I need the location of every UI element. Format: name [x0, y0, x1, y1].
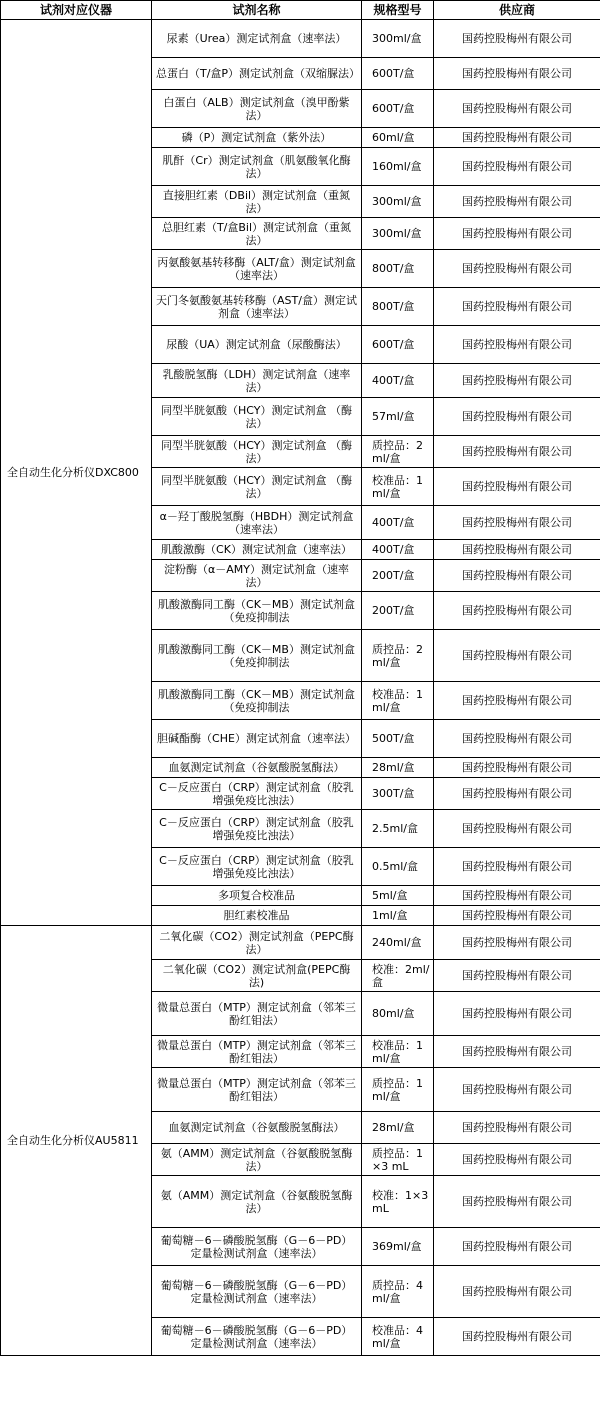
name-cell: 白蛋白（ALB）测定试剂盒（溴甲酚紫法）: [152, 90, 362, 128]
supplier-cell: 国药控股梅州有限公司: [434, 560, 600, 592]
supplier-cell: 国药控股梅州有限公司: [434, 398, 600, 436]
supplier-cell: 国药控股梅州有限公司: [434, 288, 600, 326]
name-cell: 肌酐（Cr）测定试剂盒（肌氨酸氧化酶法）: [152, 148, 362, 186]
supplier-cell: 国药控股梅州有限公司: [434, 992, 600, 1036]
spec-cell: 600T/盒: [362, 326, 434, 364]
spec-cell: 80ml/盒: [362, 992, 434, 1036]
name-cell: 氨（AMM）测定试剂盒（谷氨酸脱氢酶法）: [152, 1176, 362, 1228]
name-cell: 血氨测定试剂盒（谷氨酸脱氢酶法）: [152, 758, 362, 778]
supplier-cell: 国药控股梅州有限公司: [434, 506, 600, 540]
supplier-cell: 国药控股梅州有限公司: [434, 758, 600, 778]
name-cell: 血氨测定试剂盒（谷氨酸脱氢酶法）: [152, 1112, 362, 1144]
spec-cell: 200T/盒: [362, 592, 434, 630]
table-body: [1, 20, 600, 1356]
supplier-cell: 国药控股梅州有限公司: [434, 906, 600, 926]
name-cell: 肌酸激酶（CK）测定试剂盒（速率法）: [152, 540, 362, 560]
name-cell: 淀粉酶（α－AMY）测定试剂盒（速率法）: [152, 560, 362, 592]
name-cell: 葡萄糖－6－磷酸脱氢酶（G－6－PD）定量检测试剂盒（速率法）: [152, 1266, 362, 1318]
supplier-cell: 国药控股梅州有限公司: [434, 250, 600, 288]
header-name: 试剂名称: [152, 1, 362, 20]
name-cell: 总胆红素（T/盒Bil）测定试剂盒（重氮法）: [152, 218, 362, 250]
spec-cell: 57ml/盒: [362, 398, 434, 436]
supplier-cell: 国药控股梅州有限公司: [434, 810, 600, 848]
name-cell: 二氧化碳（CO2）测定试剂盒（PEPC酶法）: [152, 926, 362, 960]
spec-cell: 160ml/盒: [362, 148, 434, 186]
supplier-cell: 国药控股梅州有限公司: [434, 218, 600, 250]
name-cell: 胆碱酯酶（CHE）测定试剂盒（速率法）: [152, 720, 362, 758]
name-cell: 乳酸脱氢酶（LDH）测定试剂盒（速率法）: [152, 364, 362, 398]
supplier-cell: 国药控股梅州有限公司: [434, 682, 600, 720]
header-spec: 规格型号: [362, 1, 434, 20]
name-cell: 氨（AMM）测定试剂盒（谷氨酸脱氢酶法）: [152, 1144, 362, 1176]
name-cell: 尿素（Urea）测定试剂盒（速率法）: [152, 20, 362, 58]
spec-cell: 200T/盒: [362, 560, 434, 592]
supplier-cell: 国药控股梅州有限公司: [434, 630, 600, 682]
supplier-cell: 国药控股梅州有限公司: [434, 720, 600, 758]
spec-cell: 400T/盒: [362, 506, 434, 540]
name-cell: 肌酸激酶同工酶（CK－MB）测定试剂盒（免疫抑制法: [152, 682, 362, 720]
spec-cell: 质控品：2ml/盒: [362, 436, 434, 468]
supplier-cell: 国药控股梅州有限公司: [434, 1112, 600, 1144]
spec-cell: 校准品：1ml/盒: [362, 468, 434, 506]
name-cell: 葡萄糖－6－磷酸脱氢酶（G－6－PD）定量检测试剂盒（速率法）: [152, 1318, 362, 1356]
supplier-cell: 国药控股梅州有限公司: [434, 148, 600, 186]
supplier-cell: 国药控股梅州有限公司: [434, 886, 600, 906]
spec-cell: 60ml/盒: [362, 128, 434, 148]
spec-cell: 500T/盒: [362, 720, 434, 758]
name-cell: 总蛋白（T/盒P）测定试剂盒（双缩脲法）: [152, 58, 362, 90]
spec-cell: 校准品：4ml/盒: [362, 1318, 434, 1356]
name-cell: 直接胆红素（DBil）测定试剂盒（重氮法）: [152, 186, 362, 218]
header-instrument: 试剂对应仪器: [1, 1, 152, 20]
supplier-cell: 国药控股梅州有限公司: [434, 58, 600, 90]
table-row: [1, 926, 600, 960]
supplier-cell: 国药控股梅州有限公司: [434, 1266, 600, 1318]
spec-cell: 400T/盒: [362, 364, 434, 398]
instrument-cell: 全自动生化分析仪AU5811: [1, 926, 152, 1356]
name-cell: 同型半胱氨酸（HCY）测定试剂盒 （酶法）: [152, 398, 362, 436]
name-cell: α－羟丁酸脱氢酶（HBDH）测定试剂盒（速率法）: [152, 506, 362, 540]
name-cell: 磷（P）测定试剂盒（紫外法）: [152, 128, 362, 148]
spec-cell: 质控品：2ml/盒: [362, 630, 434, 682]
name-cell: 胆红素校准品: [152, 906, 362, 926]
supplier-cell: 国药控股梅州有限公司: [434, 326, 600, 364]
supplier-cell: 国药控股梅州有限公司: [434, 128, 600, 148]
spec-cell: 校准：1×3 mL: [362, 1176, 434, 1228]
supplier-cell: 国药控股梅州有限公司: [434, 1036, 600, 1068]
name-cell: 同型半胱氨酸（HCY）测定试剂盒 （酶法）: [152, 468, 362, 506]
spec-cell: 300ml/盒: [362, 186, 434, 218]
name-cell: 肌酸激酶同工酶（CK－MB）测定试剂盒（免疫抑制法: [152, 630, 362, 682]
spec-cell: 600T/盒: [362, 90, 434, 128]
spec-cell: 2.5ml/盒: [362, 810, 434, 848]
supplier-cell: 国药控股梅州有限公司: [434, 960, 600, 992]
supplier-cell: 国药控股梅州有限公司: [434, 436, 600, 468]
supplier-cell: 国药控股梅州有限公司: [434, 778, 600, 810]
spec-cell: 质控品：1×3 mL: [362, 1144, 434, 1176]
supplier-cell: 国药控股梅州有限公司: [434, 186, 600, 218]
spec-cell: 300ml/盒: [362, 218, 434, 250]
supplier-cell: 国药控股梅州有限公司: [434, 90, 600, 128]
name-cell: 二氧化碳（CO2）测定试剂盒(PEPC酶法): [152, 960, 362, 992]
name-cell: 微量总蛋白（MTP）测定试剂盒（邻苯三酚红钼法）: [152, 1036, 362, 1068]
spec-cell: 800T/盒: [362, 250, 434, 288]
supplier-cell: 国药控股梅州有限公司: [434, 20, 600, 58]
name-cell: 天门冬氨酸氨基转移酶（AST/盒）测定试剂盒（速率法）: [152, 288, 362, 326]
supplier-cell: 国药控股梅州有限公司: [434, 1228, 600, 1266]
name-cell: 同型半胱氨酸（HCY）测定试剂盒 （酶法）: [152, 436, 362, 468]
spec-cell: 校准品：1ml/盒: [362, 1036, 434, 1068]
spec-cell: 质控品：4ml/盒: [362, 1266, 434, 1318]
name-cell: 丙氨酸氨基转移酶（ALT/盒）测定试剂盒（速率法）: [152, 250, 362, 288]
supplier-cell: 国药控股梅州有限公司: [434, 540, 600, 560]
name-cell: 尿酸（UA）测定试剂盒（尿酸酶法）: [152, 326, 362, 364]
spec-cell: 28ml/盒: [362, 758, 434, 778]
spec-cell: 400T/盒: [362, 540, 434, 560]
supplier-cell: 国药控股梅州有限公司: [434, 1144, 600, 1176]
spec-cell: 0.5ml/盒: [362, 848, 434, 886]
name-cell: 微量总蛋白（MTP）测定试剂盒（邻苯三酚红钼法）: [152, 1068, 362, 1112]
spec-cell: 28ml/盒: [362, 1112, 434, 1144]
spec-cell: 240ml/盒: [362, 926, 434, 960]
spec-cell: 校准：2ml/盒: [362, 960, 434, 992]
spec-cell: 质控品：1ml/盒: [362, 1068, 434, 1112]
instrument-cell: 全自动生化分析仪DXC800: [1, 20, 152, 926]
name-cell: 肌酸激酶同工酶（CK－MB）测定试剂盒（免疫抑制法: [152, 592, 362, 630]
name-cell: 微量总蛋白（MTP）测定试剂盒（邻苯三酚红钼法）: [152, 992, 362, 1036]
name-cell: C－反应蛋白（CRP）测定试剂盒（胶乳增强免疫比浊法）: [152, 778, 362, 810]
supplier-cell: 国药控股梅州有限公司: [434, 1068, 600, 1112]
header-supplier: 供应商: [434, 1, 600, 20]
supplier-cell: 国药控股梅州有限公司: [434, 1176, 600, 1228]
spec-cell: 5ml/盒: [362, 886, 434, 906]
name-cell: 葡萄糖－6－磷酸脱氢酶（G－6－PD）定量检测试剂盒（速率法）: [152, 1228, 362, 1266]
spec-cell: 300ml/盒: [362, 20, 434, 58]
supplier-cell: 国药控股梅州有限公司: [434, 926, 600, 960]
table-row: [1, 20, 600, 58]
supplier-cell: 国药控股梅州有限公司: [434, 1318, 600, 1356]
supplier-cell: 国药控股梅州有限公司: [434, 468, 600, 506]
spec-cell: 800T/盒: [362, 288, 434, 326]
header-row: [1, 1, 600, 20]
spec-cell: 校准品：1ml/盒: [362, 682, 434, 720]
supplier-cell: 国药控股梅州有限公司: [434, 592, 600, 630]
name-cell: C－反应蛋白（CRP）测定试剂盒（胶乳增强免疫比浊法）: [152, 810, 362, 848]
spec-cell: 369ml/盒: [362, 1228, 434, 1266]
spec-cell: 600T/盒: [362, 58, 434, 90]
supplier-cell: 国药控股梅州有限公司: [434, 364, 600, 398]
spec-cell: 1ml/盒: [362, 906, 434, 926]
spec-cell: 300T/盒: [362, 778, 434, 810]
name-cell: C－反应蛋白（CRP）测定试剂盒（胶乳增强免疫比浊法）: [152, 848, 362, 886]
name-cell: 多项复合校准品: [152, 886, 362, 906]
supplier-cell: 国药控股梅州有限公司: [434, 848, 600, 886]
